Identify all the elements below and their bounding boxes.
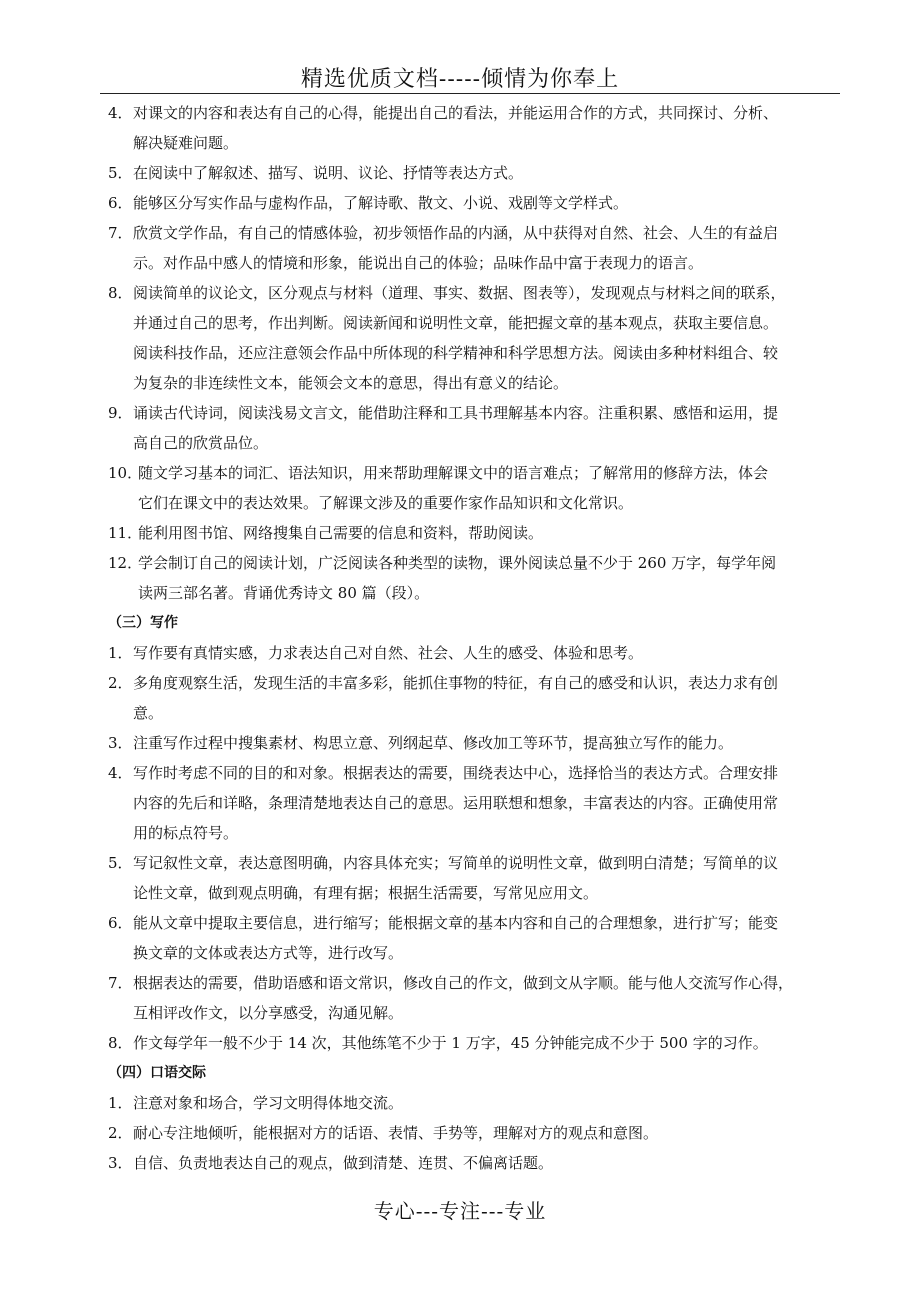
- writing-item-6: [108, 908, 840, 968]
- item-number: 4．: [108, 104, 133, 122]
- speaking-item-3: [108, 1148, 840, 1178]
- page-header-title: 精选优质文档-----倾情为你奉上: [300, 67, 620, 92]
- writing-item-5: [108, 848, 840, 908]
- writing-item-7: [108, 968, 840, 1028]
- speaking-item-1: [108, 1088, 840, 1118]
- item-number: 7．: [108, 224, 133, 242]
- page-footer-text: 专心---专注---专业: [373, 1199, 547, 1223]
- speaking-item-2: [108, 1118, 840, 1148]
- item-text: 诵读古代诗词，阅读浅易文言文，能借助注释和工具书理解基本内容。注重积累、感悟和运用，提 高自己的欣赏品位。: [133, 404, 779, 452]
- item-text: 能从文章中提取主要信息，进行缩写；能根据文章的基本内容和自己的合理想象，进行扩写；能变 换文章的文体或表达方式等，进行改写。: [133, 914, 779, 962]
- item-text: 注重写作过程中搜集素材、构思立意、列纲起草、修改加工等环节，提高独立写作的能力。: [133, 734, 734, 752]
- item-text: 随文学习基本的词汇、语法知识，用来帮助理解课文中的语言难点；了解常用的修辞方法，体会 它们在课文中的表达效果。了解课文涉及的重要作家作品知识和文化常识。: [138, 464, 769, 512]
- writing-item-3: [108, 728, 840, 758]
- item-number: 1．: [108, 644, 133, 662]
- item-text: 阅读简单的议论文，区分观点与材料（道理、事实、数据、图表等），发现观点与材料之间的联系， 并通过自己的思考，作出判断。阅读新闻和说明性文章，能把握文章的基本观点，获取主要信息。 阅读科技作品，还应注意领会作品中所体现的科学精神和科学思想方法。阅读由多种材料组合、较 为复杂的非连续性文本，能领会文本的意思，得出有意义的结论。: [133, 284, 786, 392]
- item-text: 在阅读中了解叙述、描写、说明、议论、抒情等表达方式。: [133, 164, 524, 182]
- item-text: 写记叙性文章，表达意图明确，内容具体充实；写简单的说明性文章，做到明白清楚；写简单的议 论性文章，做到观点明确，有理有据；根据生活需要，写常见应用文。: [133, 854, 779, 902]
- item-number: 7．: [108, 974, 133, 992]
- speaking-section: [108, 1058, 840, 1178]
- reading-item-11: [108, 518, 840, 548]
- reading-item-10: [108, 458, 840, 518]
- reading-item-9: [108, 398, 840, 458]
- writing-item-4: [108, 758, 840, 848]
- item-number: 4．: [108, 764, 133, 782]
- item-number: 11．: [108, 524, 143, 542]
- item-number: 9．: [108, 404, 133, 422]
- item-number: 2．: [108, 1124, 133, 1142]
- reading-item-6: [108, 188, 840, 218]
- reading-item-12: [108, 548, 840, 608]
- item-number: 5．: [108, 854, 133, 872]
- item-number: 10．: [108, 464, 143, 482]
- item-text: 对课文的内容和表达有自己的心得，能提出自己的看法，并能运用合作的方式，共同探讨、分析、 解决疑难问题。: [133, 104, 779, 152]
- reading-item-4: [108, 98, 840, 158]
- reading-item-5: [108, 158, 840, 188]
- item-text: 根据表达的需要，借助语感和语文常识，修改自己的作文，做到文从字顺。能与他人交流写作心得， 互相评改作文，以分享感受，沟通见解。: [133, 974, 794, 1022]
- item-text: 写作时考虑不同的目的和对象。根据表达的需要，围绕表达中心，选择恰当的表达方式。合理安排 内容的先后和详略，条理清楚地表达自己的意思。运用联想和想象，丰富表达的内容。正确使用常 用的标点符号。: [133, 764, 779, 842]
- reading-item-8: [108, 278, 840, 398]
- item-text: 作文每学年一般不少于 14 次，其他练笔不少于 1 万字，45 分钟能完成不少于 500 字的习作。: [133, 1034, 768, 1052]
- reading-item-7: [108, 218, 840, 278]
- speaking-heading: （四）口语交际: [108, 1065, 206, 1081]
- item-number: 6．: [108, 194, 133, 212]
- writing-section: [108, 608, 840, 1058]
- item-text: 写作要有真情实感，力求表达自己对自然、社会、人生的感受、体验和思考。: [133, 644, 644, 662]
- writing-item-1: [108, 638, 840, 668]
- writing-heading: （三）写作: [108, 615, 178, 631]
- item-number: 3．: [108, 1154, 133, 1172]
- item-number: 3．: [108, 734, 133, 752]
- item-text: 学会制订自己的阅读计划，广泛阅读各种类型的读物，课外阅读总量不少于 260 万字，每学年阅 读两三部名著。背诵优秀诗文 80 篇（段）。: [138, 554, 777, 602]
- reading-section: [108, 98, 840, 608]
- writing-item-2: [108, 668, 840, 728]
- item-number: 8．: [108, 1034, 133, 1052]
- item-text: 多角度观察生活，发现生活的丰富多彩，能抓住事物的特征，有自己的感受和认识，表达力求有创 意。: [133, 674, 779, 722]
- writing-item-8: [108, 1028, 840, 1058]
- item-number: 6．: [108, 914, 133, 932]
- item-text: 能利用图书馆、网络搜集自己需要的信息和资料，帮助阅读。: [138, 524, 544, 542]
- item-text: 耐心专注地倾听，能根据对方的话语、表情、手势等，理解对方的观点和意图。: [133, 1124, 659, 1142]
- item-number: 2．: [108, 674, 133, 692]
- item-text: 注意对象和场合，学习文明得体地交流。: [133, 1094, 404, 1112]
- item-text: 欣赏文学作品，有自己的情感体验，初步领悟作品的内涵，从中获得对自然、社会、人生的有益启 示。对作品中感人的情境和形象，能说出自己的体验；品味作品中富于表现力的语言。: [133, 224, 779, 272]
- item-number: 5．: [108, 164, 133, 182]
- header-divider: [100, 93, 840, 94]
- item-number: 1．: [108, 1094, 133, 1112]
- item-text: 自信、负责地表达自己的观点，做到清楚、连贯、不偏离话题。: [133, 1154, 554, 1172]
- item-text: 能够区分写实作品与虚构作品，了解诗歌、散文、小说、戏剧等文学样式。: [133, 194, 629, 212]
- document-body: [108, 98, 840, 1178]
- item-number: 12．: [108, 554, 143, 572]
- item-number: 8．: [108, 284, 133, 302]
